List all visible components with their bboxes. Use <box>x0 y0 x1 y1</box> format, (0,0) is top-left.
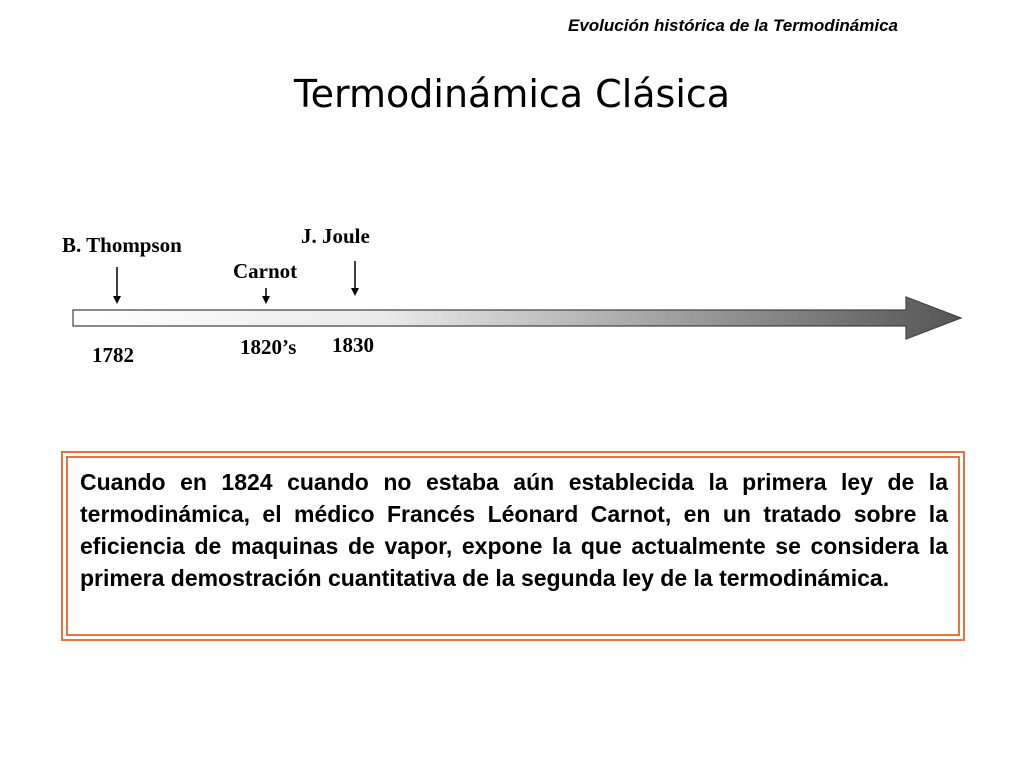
header-caption: Evolución histórica de la Termodinámica <box>567 16 898 35</box>
event-name-thompson: B. Thompson <box>62 233 182 257</box>
event-year-thompson: 1782 <box>92 343 134 367</box>
timeline-arrow <box>73 297 961 339</box>
event-year-carnot: 1820’s <box>240 335 297 359</box>
thompson-marker-icon <box>113 267 121 304</box>
text-box <box>61 451 965 641</box>
carnot-marker-icon <box>262 288 270 304</box>
text-box-body: Cuando en 1824 cuando no estaba aún establecida la primera ley de la termodinámica, el médico Francés Léonard Carnot, en un tratado sobre la eficiencia de maquinas de vapor, expone la que actualmente se considera la primera demostración cuantitativa de la segunda ley de la termodinámica. <box>80 469 948 591</box>
joule-marker-icon <box>351 261 359 296</box>
event-name-joule: J. Joule <box>301 224 370 248</box>
text-box-inner <box>66 456 960 636</box>
event-year-joule: 1830 <box>332 333 374 357</box>
event-name-carnot: Carnot <box>233 259 298 283</box>
slide-title: Termodinámica Clásica <box>293 72 731 116</box>
